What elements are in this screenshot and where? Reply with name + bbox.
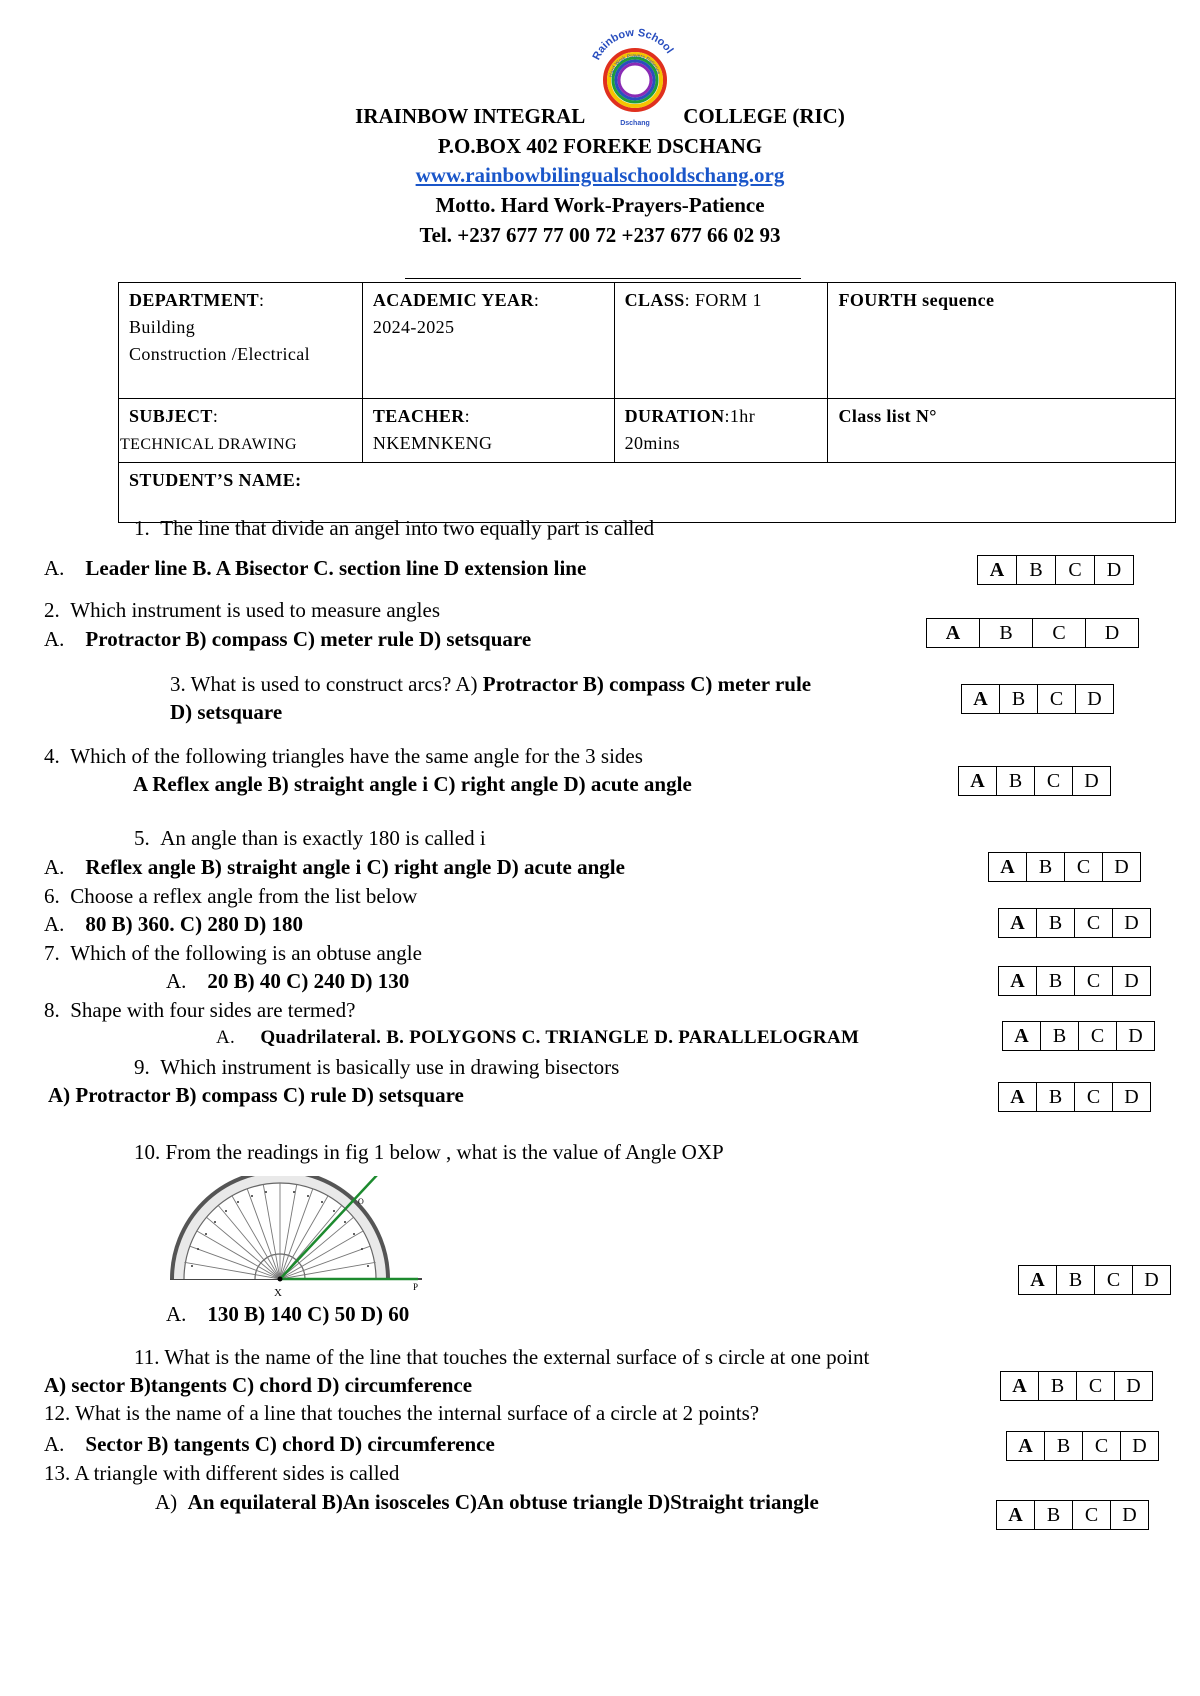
logo-inner-text: Hard Work Prayers Patience xyxy=(608,52,662,78)
question-7: 7. Which of the following is an obtuse angle xyxy=(44,941,422,965)
answer-a[interactable]: A xyxy=(959,767,997,796)
answer-a[interactable]: A xyxy=(927,619,980,648)
school-name-right: COLLEGE (RIC) xyxy=(683,104,845,128)
school-address: P.O.BOX 402 FOREKE DSCHANG xyxy=(437,134,763,158)
school-name xyxy=(0,104,1200,129)
answer-b[interactable]: B xyxy=(1057,1266,1095,1295)
protractor-figure xyxy=(170,1176,432,1304)
question-6-options: A. 80 B) 360. C) 280 D) 180 xyxy=(44,912,303,936)
answer-grid-q7[interactable] xyxy=(998,966,1151,996)
question-9: 9. Which instrument is basically use in drawing bisectors xyxy=(134,1055,620,1079)
answer-d[interactable]: D xyxy=(1073,767,1111,796)
question-1: 1. The line that divide an angel into two equally part is called xyxy=(134,516,655,540)
answer-a[interactable]: A xyxy=(962,685,1000,714)
answer-c[interactable]: C xyxy=(1095,1266,1133,1295)
answer-d[interactable]: D xyxy=(1115,1372,1153,1401)
question-8-options: A. Quadrilateral. B. POLYGONS C. TRIANGLE D. PARALLELOGRAM xyxy=(216,1027,860,1048)
sequence-cell: FOURTH sequence xyxy=(828,283,1176,399)
question-5: 5. An angle than is exactly 180 is called i xyxy=(134,826,486,850)
question-5-options: A. Reflex angle B) straight angle i C) right angle D) acute angle xyxy=(44,855,625,879)
answer-grid-q2[interactable] xyxy=(926,618,1139,648)
answer-a[interactable]: A xyxy=(978,556,1017,585)
label-o: O xyxy=(358,1197,364,1206)
answer-grid-q4[interactable] xyxy=(958,766,1111,796)
question-3: 3. What is used to construct arcs? A) Protractor B) compass C) meter rule xyxy=(170,672,812,696)
answer-b[interactable]: B xyxy=(1041,1022,1079,1051)
answer-c[interactable]: C xyxy=(1073,1501,1111,1530)
logo-bottom-text: Dschang xyxy=(620,120,650,127)
answer-b[interactable]: B xyxy=(1000,685,1038,714)
answer-c[interactable]: C xyxy=(1079,1022,1117,1051)
question-7-options: A. 20 B) 40 C) 240 D) 130 xyxy=(166,969,410,993)
answer-d[interactable]: D xyxy=(1111,1501,1149,1530)
answer-b[interactable]: B xyxy=(980,619,1033,648)
exam-info-table xyxy=(118,282,1176,523)
question-12-options: A. Sector B) tangents C) chord D) circumference xyxy=(44,1432,495,1456)
answer-c[interactable]: C xyxy=(1075,909,1113,938)
answer-c[interactable]: C xyxy=(1075,1083,1113,1112)
answer-d[interactable]: D xyxy=(1117,1022,1155,1051)
question-2: 2. Which instrument is used to measure angles xyxy=(44,598,440,622)
answer-grid-q13[interactable] xyxy=(996,1500,1149,1530)
logo-ring-text: Rainbow School xyxy=(590,26,676,62)
answer-b[interactable]: B xyxy=(1017,556,1056,585)
answer-b[interactable]: B xyxy=(1035,1501,1073,1530)
answer-grid-q6[interactable] xyxy=(998,908,1151,938)
question-10: 10. From the readings in fig 1 below , what is the value of Angle OXP xyxy=(134,1140,724,1164)
teacher-cell: TEACHER: NKEMNKENG xyxy=(362,399,614,463)
answer-c[interactable]: C xyxy=(1038,685,1076,714)
answer-d[interactable]: D xyxy=(1095,556,1134,585)
answer-b[interactable]: B xyxy=(1045,1432,1083,1461)
answer-a[interactable]: A xyxy=(1007,1432,1045,1461)
answer-d[interactable]: D xyxy=(1121,1432,1159,1461)
answer-a[interactable]: A xyxy=(989,853,1027,882)
answer-b[interactable]: B xyxy=(1037,909,1075,938)
class-list-cell: Class list N° xyxy=(828,399,1176,463)
question-4: 4. Which of the following triangles have the same angle for the 3 sides xyxy=(44,744,643,768)
label-x: X xyxy=(274,1287,282,1299)
vertex-x-point xyxy=(278,1277,283,1282)
answer-b[interactable]: B xyxy=(1037,967,1075,996)
question-9-options: A) Protractor B) compass C) rule D) setsquare xyxy=(48,1083,464,1107)
answer-b[interactable]: B xyxy=(1039,1372,1077,1401)
answer-a[interactable]: A xyxy=(1003,1022,1041,1051)
question-4-options: A Reflex angle B) straight angle i C) right angle D) acute angle xyxy=(133,772,692,796)
answer-grid-q9[interactable] xyxy=(998,1082,1151,1112)
answer-grid-q10[interactable] xyxy=(1018,1265,1171,1295)
label-p: P xyxy=(413,1282,419,1292)
answer-a[interactable]: A xyxy=(1019,1266,1057,1295)
answer-c[interactable]: C xyxy=(1083,1432,1121,1461)
answer-c[interactable]: C xyxy=(1065,853,1103,882)
question-13: 13. A triangle with different sides is called xyxy=(44,1461,400,1485)
question-2-options: A. Protractor B) compass C) meter rule D) setsquare xyxy=(44,627,532,651)
answer-c[interactable]: C xyxy=(1075,967,1113,996)
answer-d[interactable]: D xyxy=(1133,1266,1171,1295)
answer-b[interactable]: B xyxy=(1027,853,1065,882)
answer-a[interactable]: A xyxy=(1001,1372,1039,1401)
school-motto: Motto. Hard Work-Prayers-Patience xyxy=(435,193,765,217)
answer-a[interactable]: A xyxy=(997,1501,1035,1530)
school-telephone: Tel. +237 677 77 00 72 +237 677 66 02 93 xyxy=(419,223,781,247)
question-10-options: A. 130 B) 140 C) 50 D) 60 xyxy=(166,1302,410,1326)
question-13-options: A) An equilateral B)An isosceles C)An obtuse triangle D)Straight triangle xyxy=(155,1490,819,1514)
question-11: 11. What is the name of the line that touches the external surface of s circle at one point xyxy=(134,1345,870,1369)
answer-b[interactable]: B xyxy=(1037,1083,1075,1112)
answer-d[interactable]: D xyxy=(1113,967,1151,996)
question-11-options: A) sector B)tangents C) chord D) circumference xyxy=(44,1373,473,1397)
department-cell: DEPARTMENT: Building Construction /Electrical xyxy=(119,283,363,399)
student-name-cell[interactable]: STUDENT’S NAME: xyxy=(119,463,1176,523)
class-cell: CLASS: FORM 1 xyxy=(614,283,828,399)
school-website-link[interactable]: www.rainbowbilingualschooldschang.org xyxy=(415,163,785,187)
question-3-options: D) setsquare xyxy=(170,700,283,724)
answer-c[interactable]: C xyxy=(1033,619,1086,648)
answer-grid-q3[interactable] xyxy=(961,684,1114,714)
answer-d[interactable]: D xyxy=(1113,909,1151,938)
answer-a[interactable]: A xyxy=(999,909,1037,938)
answer-grid-q11[interactable] xyxy=(1000,1371,1153,1401)
answer-a[interactable]: A xyxy=(999,967,1037,996)
answer-d[interactable]: D xyxy=(1113,1083,1151,1112)
answer-c[interactable]: C xyxy=(1077,1372,1115,1401)
subject-cell: SUBJECT: TECHNICAL DRAWING xyxy=(119,399,363,463)
answer-d[interactable]: D xyxy=(1103,853,1141,882)
duration-cell: DURATION:1hr 20mins xyxy=(614,399,828,463)
answer-grid-q1[interactable] xyxy=(977,555,1134,585)
answer-d[interactable]: D xyxy=(1086,619,1139,648)
question-6: 6. Choose a reflex angle from the list below xyxy=(44,884,418,908)
question-1-options: A. Leader line B. A Bisector C. section line D extension line xyxy=(44,556,587,580)
answer-c[interactable]: C xyxy=(1056,556,1095,585)
academic-year-cell: ACADEMIC YEAR: 2024-2025 xyxy=(362,283,614,399)
answer-b[interactable]: B xyxy=(997,767,1035,796)
school-name-left: IRAINBOW INTEGRAL xyxy=(355,104,586,128)
header-divider xyxy=(405,278,801,279)
answer-grid-q8[interactable] xyxy=(1002,1021,1155,1051)
answer-d[interactable]: D xyxy=(1076,685,1114,714)
question-12: 12. What is the name of a line that touches the internal surface of a circle at 2 points? xyxy=(44,1401,760,1425)
answer-c[interactable]: C xyxy=(1035,767,1073,796)
answer-grid-q5[interactable] xyxy=(988,852,1141,882)
question-8: 8. Shape with four sides are termed? xyxy=(44,998,356,1022)
answer-grid-q12[interactable] xyxy=(1006,1431,1159,1461)
answer-a[interactable]: A xyxy=(999,1083,1037,1112)
